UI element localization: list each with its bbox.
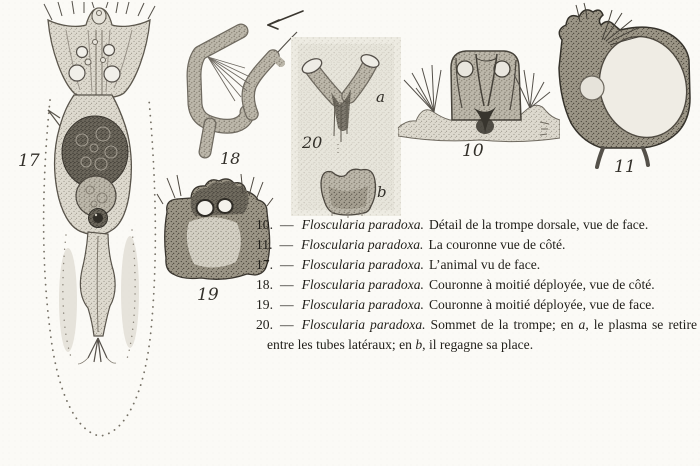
body-trunk xyxy=(48,95,131,235)
caption-text: L’animal vu de face. xyxy=(428,257,541,272)
figure-20-label: 20 xyxy=(302,133,323,152)
figure-20b-label: b xyxy=(377,183,387,201)
caption-number: 20. xyxy=(256,317,273,332)
left-eye-spot xyxy=(197,200,214,216)
caption-entry-18 xyxy=(256,275,697,295)
sub-figure-ref-a: a xyxy=(578,317,586,332)
species-name: Floscularia paradoxa. xyxy=(301,297,424,312)
figure-17 xyxy=(8,0,168,466)
caption-number: 17. xyxy=(256,257,273,272)
direction-arrow-icon xyxy=(268,11,303,29)
caption-dash: — xyxy=(279,237,294,252)
figure-20a-label: a xyxy=(376,88,385,106)
caption-text: Sommet de la trompe; en xyxy=(430,317,579,332)
figure-17-drawing xyxy=(8,0,168,466)
caption-entry-10 xyxy=(256,215,697,235)
caption-text: , il regagne sa place. xyxy=(422,337,534,352)
foot-stalk xyxy=(78,232,116,364)
caption-entry-19 xyxy=(256,295,697,315)
plasma-regained-b xyxy=(321,169,376,218)
caption-number: 19. xyxy=(256,297,273,312)
species-name: Floscularia paradoxa. xyxy=(301,277,424,292)
caption-number: 18. xyxy=(256,277,273,292)
corona-band xyxy=(194,31,281,152)
figure-10-label: 10 xyxy=(462,141,484,161)
species-name: Floscularia paradoxa. xyxy=(301,317,426,332)
figure-11-drawing xyxy=(540,0,698,180)
caption-dash: — xyxy=(280,317,294,332)
caption-entry-17 xyxy=(256,255,697,275)
figure-11 xyxy=(540,0,698,180)
figure-19-label: 19 xyxy=(197,285,219,305)
sub-figure-ref-b: b xyxy=(415,337,423,352)
figure-20-drawing xyxy=(288,36,404,218)
corona-funnel xyxy=(48,8,150,98)
figure-17-label: 17 xyxy=(18,151,40,171)
caption-number: 11. xyxy=(256,237,273,252)
species-name: Floscularia paradoxa. xyxy=(301,257,424,272)
caption-text: Couronne à moitié déployée, vue de côté. xyxy=(428,277,655,292)
figure-10-drawing xyxy=(398,28,560,163)
caption-dash: — xyxy=(280,297,294,312)
figure-18-label: 18 xyxy=(220,149,241,168)
figure-11-label: 11 xyxy=(614,157,636,177)
species-name: Floscularia paradoxa. xyxy=(301,217,424,232)
caption-dash: — xyxy=(280,257,294,272)
margin-ticks xyxy=(540,122,549,135)
species-name: Floscularia paradoxa. xyxy=(301,237,424,252)
right-eye-spot xyxy=(218,199,233,213)
lateral-vesicle xyxy=(580,76,604,100)
caption-dash: — xyxy=(280,277,294,292)
caption-number: 10. xyxy=(256,217,273,232)
caption-text: Détail de la trompe dorsale, vue de face. xyxy=(428,217,649,232)
caption-text: La couronne vue de côté. xyxy=(428,237,566,252)
central-light-area xyxy=(187,217,241,267)
figure-10 xyxy=(398,28,560,163)
caption-dash: — xyxy=(280,217,294,232)
figure-captions xyxy=(256,215,697,355)
figure-20 xyxy=(288,36,404,218)
caption-entry-20 xyxy=(256,315,697,355)
caption-text: Couronne à moitié déployée, vue de face. xyxy=(428,297,655,312)
caption-entry-11 xyxy=(256,235,697,255)
caption-text: , le plasma se retire entre les tubes latéraux; en xyxy=(267,317,698,352)
